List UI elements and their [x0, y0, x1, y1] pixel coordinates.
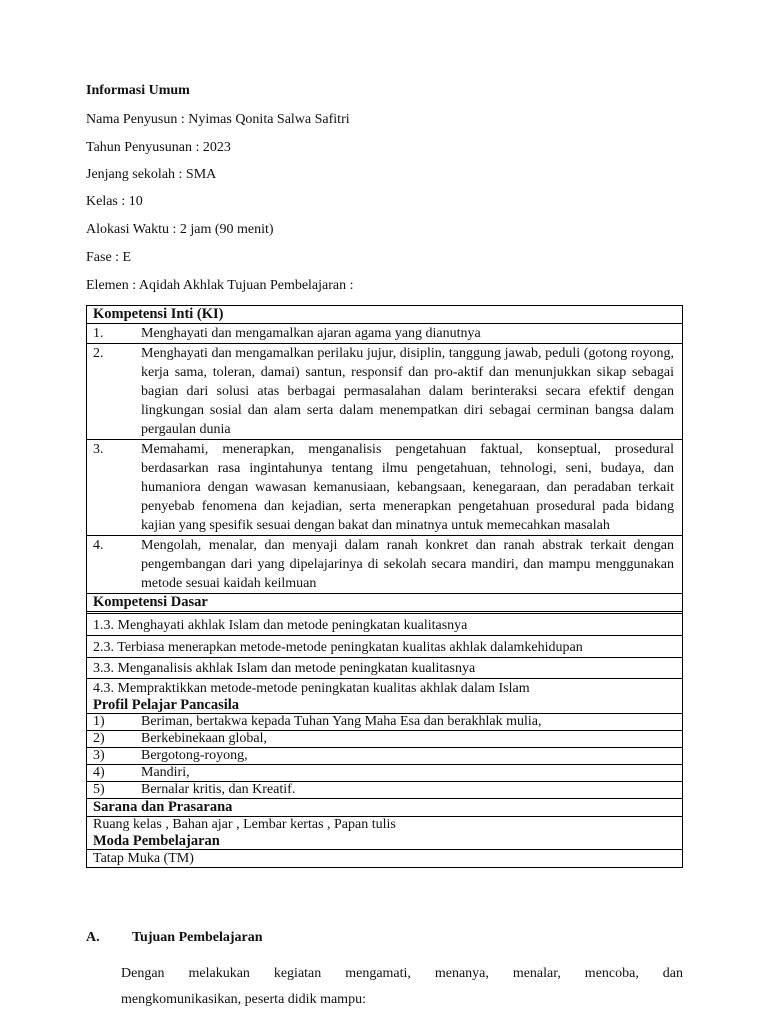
year-line: Tahun Penyusunan : 2023: [86, 140, 231, 155]
lesson-table: [86, 305, 683, 868]
profil-header: Profil Pelajar Pancasila: [87, 697, 682, 714]
ki-header: Kompetensi Inti (KI): [87, 306, 682, 324]
moda-header: Moda Pembelajaran: [87, 833, 682, 850]
moda-text: Tatap Muka (TM): [93, 851, 194, 866]
profil-row: [87, 782, 682, 799]
profil-text: Berkebinekaan global,: [141, 731, 267, 746]
kd-row: 2.3. Terbiasa menerapkan metode-metode peningkatan kualitas akhlak dalamkehidupan: [87, 636, 682, 658]
ki-row: [87, 324, 682, 344]
class-line: Kelas : 10: [86, 194, 143, 209]
sarana-header: Sarana dan Prasarana: [87, 799, 682, 817]
ki-row: [87, 344, 682, 440]
profil-number: 2): [93, 731, 105, 746]
ki-number: 2.: [93, 346, 104, 361]
profil-row: [87, 731, 682, 748]
profil-text: Mandiri,: [141, 765, 190, 780]
ki-number: 4.: [93, 538, 104, 553]
ki-number: 3.: [93, 442, 104, 457]
section-a-letter: A.: [86, 930, 100, 945]
ki-row: [87, 536, 682, 594]
ki-text: Menghayati dan mengamalkan perilaku jujur, disiplin, tanggung jawab, peduli (gotong royong, kerja sama, toleran, damai) santun, responsif dan pro-aktif dan menunjukkan sikap sebagai bagian dari solusi atas berbagai permasalahan dalam berinteraksi secara efektif dengan lingkungan sosial dan alam serta dalam menempatkan diri sebagai cerminan bangsa dalam pergaulan dunia: [141, 346, 674, 437]
kd-row: 3.3. Menganalisis akhlak Islam dan metode peningkatan kualitasnya: [87, 658, 682, 679]
sarana-text: Ruang kelas , Bahan ajar , Lembar kertas , Papan tulis: [93, 817, 396, 832]
ki-text: Mengolah, menalar, dan menyaji dalam ranah konkret dan ranah abstrak terkait dengan pengembangan dari yang dipelajarinya di sekolah secara mandiri, dan mampu menggunakan metode sesuai kaidah keilmuan: [141, 538, 674, 591]
kd-header: Kompetensi Dasar: [87, 594, 682, 614]
profil-row: [87, 714, 682, 731]
profil-row: [87, 765, 682, 782]
profil-number: 4): [93, 765, 105, 780]
level-line: Jenjang sekolah : SMA: [86, 167, 217, 182]
element-line: Elemen : Aqidah Akhlak Tujuan Pembelajaran :: [86, 278, 354, 293]
section-a-title: Tujuan Pembelajaran: [132, 930, 263, 945]
ki-row: [87, 440, 682, 536]
ki-text: Memahami, menerapkan, menganalisis pengetahuan faktual, konseptual, prosedural berdasarkan rasa ingintahunya tentang ilmu pengetahuan, tehnologi, seni, budaya, dan humaniora dengan wawasan kemanusiaan, kebangsaan, kenegaraan, dan peradaban terkait penyebab fenomena dan kejadian, serta menerapkan pengetahuan prosedural pada bidang kajian yang spesifik sesuai dengan bakat dan minatnya untuk memecahkan masalah: [141, 442, 674, 533]
profil-text: Bergotong-royong,: [141, 748, 248, 763]
ki-text: Menghayati dan mengamalkan ajaran agama yang dianutnya: [141, 326, 481, 341]
profil-text: Bernalar kritis, dan Kreatif.: [141, 782, 296, 797]
profil-row: [87, 748, 682, 765]
profil-number: 3): [93, 748, 105, 763]
author-line: Nama Penyusun : Nyimas Qonita Salwa Safitri: [86, 112, 350, 127]
profil-number: 5): [93, 782, 105, 797]
section-a-paragraph-line2: mengkomunikasikan, peserta didik mampu:: [121, 992, 366, 1007]
ki-number: 1.: [93, 326, 104, 341]
time-line: Alokasi Waktu : 2 jam (90 menit): [86, 222, 274, 237]
kd-row: 4.3. Mempraktikkan metode-metode peningkatan kualitas akhlak dalam Islam: [93, 681, 530, 696]
info-heading: Informasi Umum: [86, 83, 190, 98]
profil-text: Beriman, bertakwa kepada Tuhan Yang Maha Esa dan berakhlak mulia,: [141, 714, 542, 729]
section-a-paragraph-line1: Dengan melakukan kegiatan mengamati, menanya, menalar, mencoba, dan: [121, 966, 683, 981]
section-a-heading: [86, 930, 263, 946]
phase-line: Fase : E: [86, 250, 132, 265]
profil-number: 1): [93, 714, 105, 729]
kd-row: 1.3. Menghayati akhlak Islam dan metode peningkatan kualitasnya: [87, 614, 682, 636]
